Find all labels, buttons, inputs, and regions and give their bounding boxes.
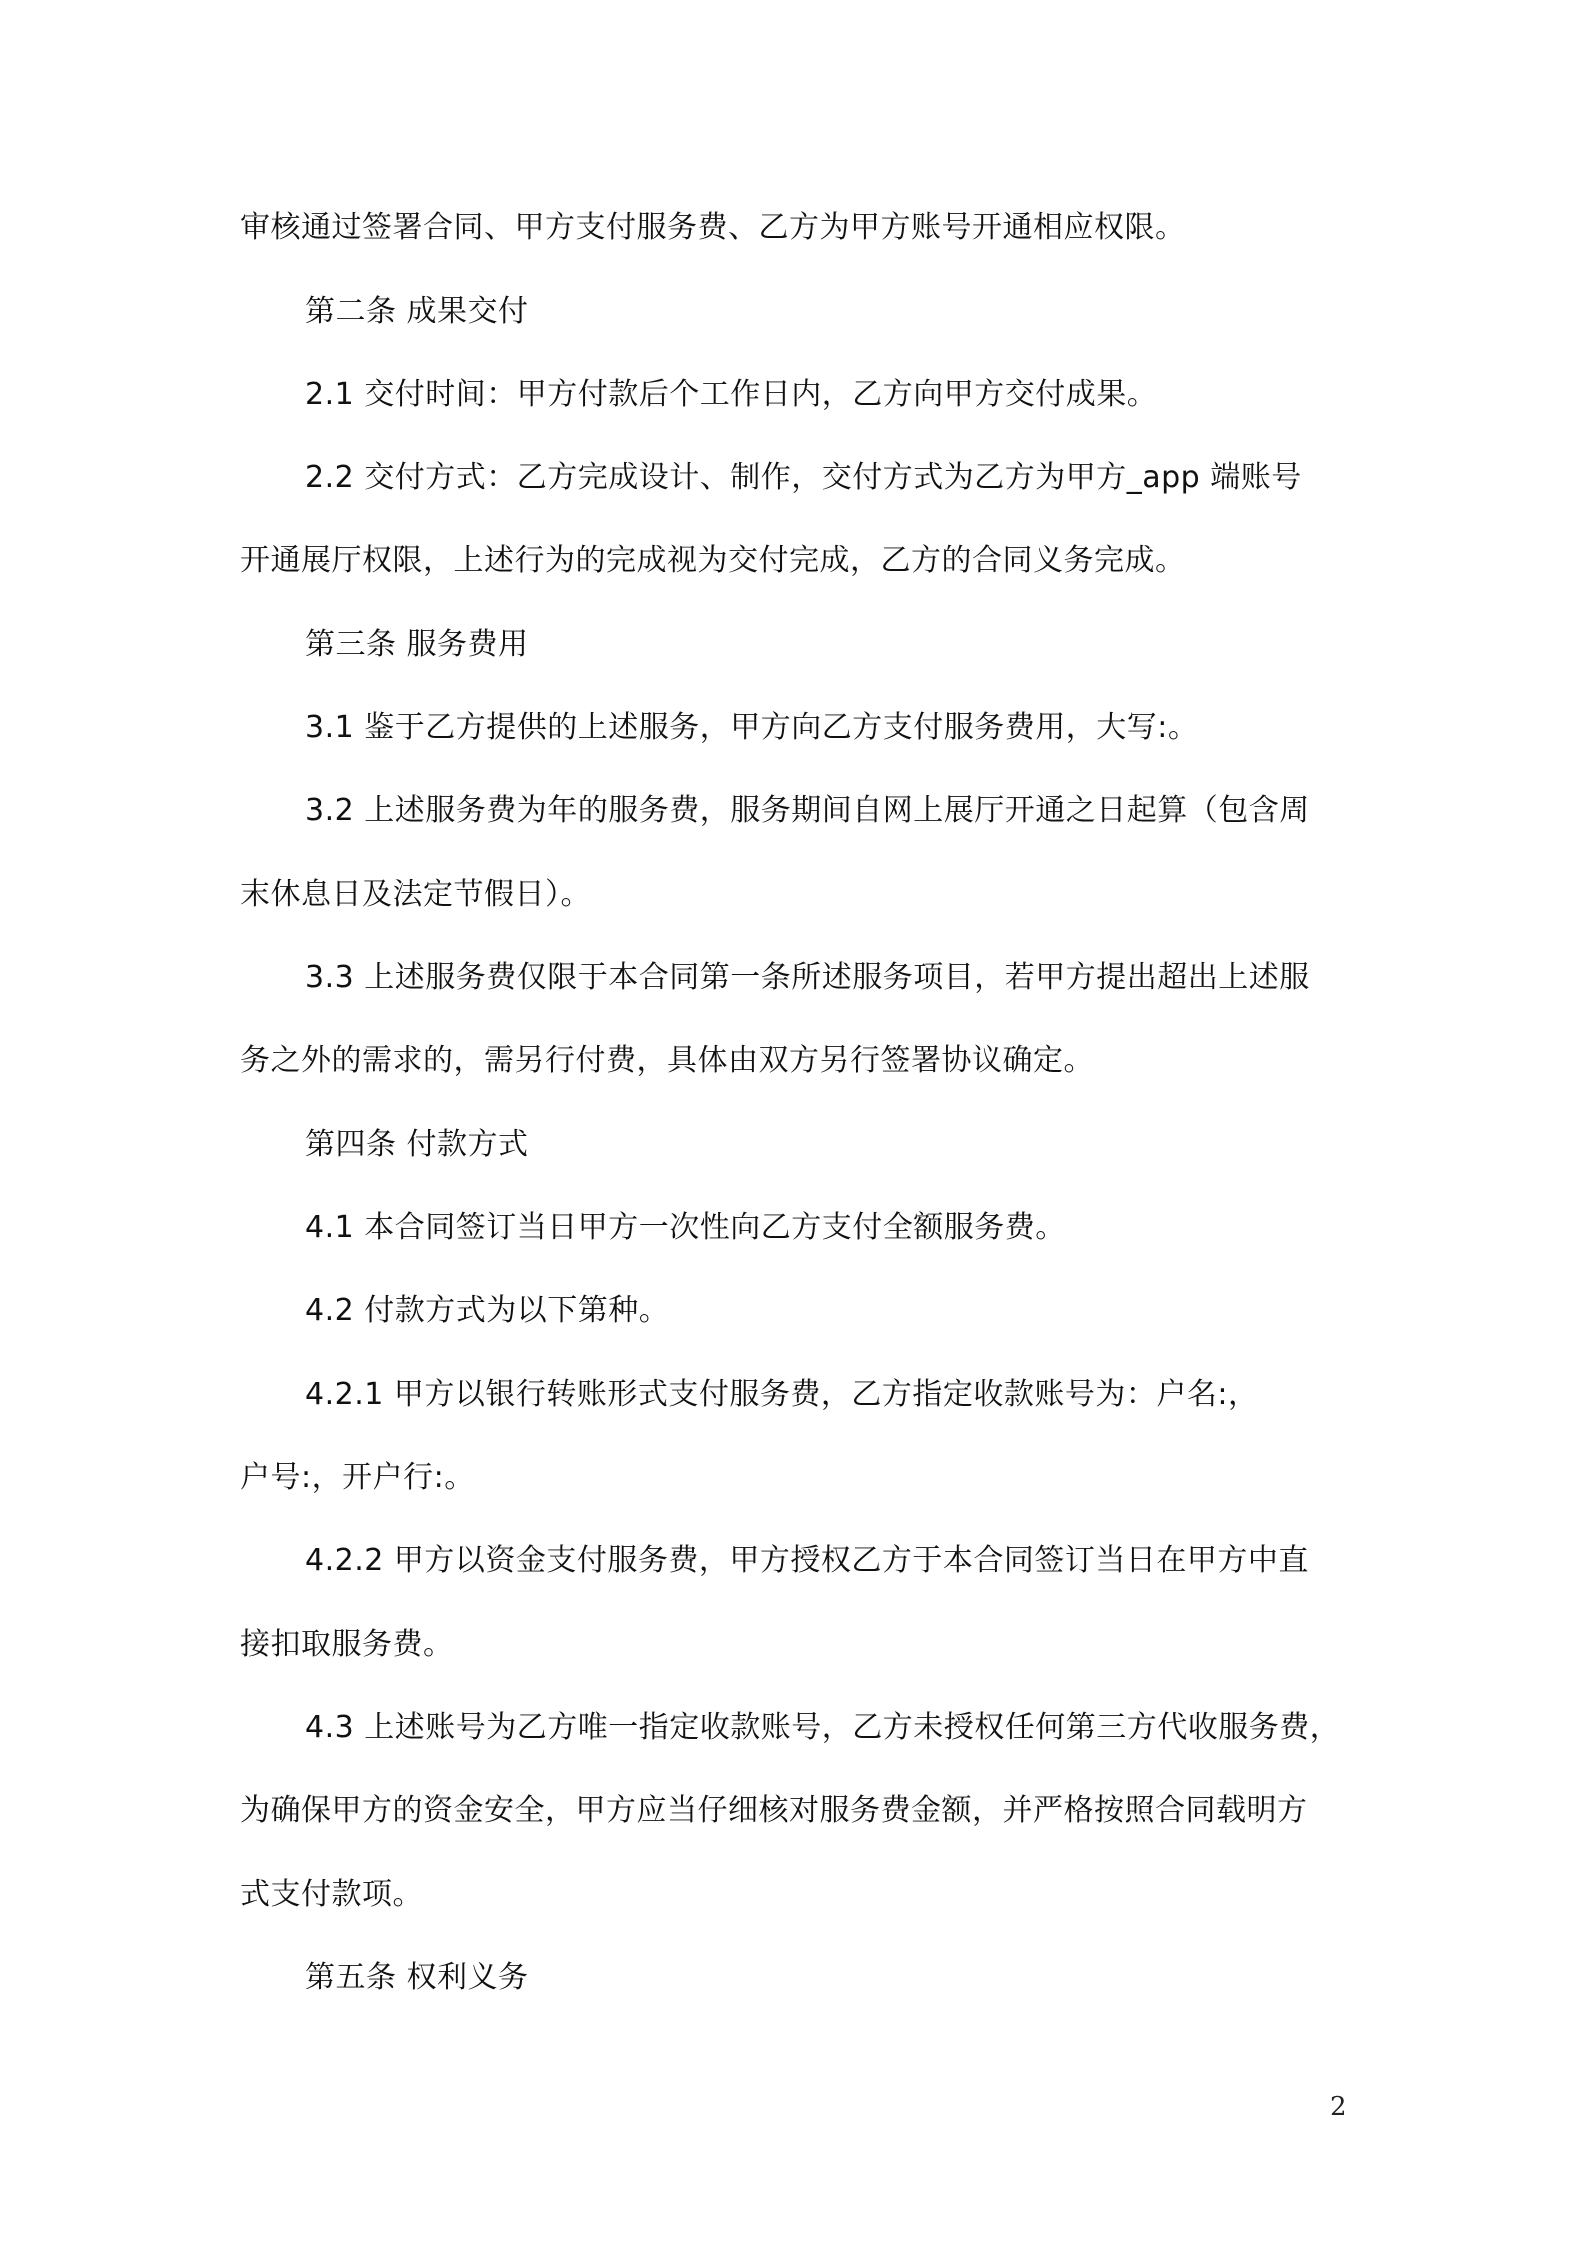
section-heading-2: 第二条 成果交付 <box>305 294 529 329</box>
clause-4-2-2-cont: 接扣取服务费。 <box>240 1627 454 1662</box>
clause-4-1: 4.1 本合同签订当日甲方一次性向乙方支付全额服务费。 <box>305 1210 1066 1245</box>
clause-2-1: 2.1 交付时间：甲方付款后个工作日内，乙方向甲方交付成果。 <box>305 377 1158 412</box>
clause-4-2: 4.2 付款方式为以下第种。 <box>305 1293 670 1328</box>
clause-4-2-1-cont: 户号:，开户行:。 <box>240 1460 475 1495</box>
clause-3-3-cont: 务之外的需求的，需另行付费，具体由双方另行签署协议确定。 <box>240 1043 1094 1078</box>
clause-3-1: 3.1 鉴于乙方提供的上述服务，甲方向乙方支付服务费用，大写:。 <box>305 710 1199 745</box>
clause-3-2: 3.2 上述服务费为年的服务费，服务期间自网上展厅开通之日起算（包含周 <box>305 793 1310 828</box>
section-heading-4: 第四条 付款方式 <box>305 1127 529 1162</box>
clause-4-2-2: 4.2.2 甲方以资金支付服务费，甲方授权乙方于本合同签订当日在甲方中直 <box>305 1543 1309 1578</box>
clause-2-2: 2.2 交付方式：乙方完成设计、制作，交付方式为乙方为甲方_app 端账号 <box>305 460 1302 495</box>
clause-4-3-cont-2: 式支付款项。 <box>240 1877 423 1912</box>
section-heading-5: 第五条 权利义务 <box>305 1960 529 1995</box>
paragraph-line: 审核通过签署合同、甲方支付服务费、乙方为甲方账号开通相应权限。 <box>240 210 1186 245</box>
clause-3-3: 3.3 上述服务费仅限于本合同第一条所述服务项目，若甲方提出超出上述服 <box>305 960 1310 995</box>
clause-2-2-cont: 开通展厅权限，上述行为的完成视为交付完成，乙方的合同义务完成。 <box>240 543 1186 578</box>
page-number: 2 <box>1330 2092 1347 2122</box>
clause-4-3: 4.3 上述账号为乙方唯一指定收款账号，乙方未授权任何第三方代收服务费， <box>305 1710 1341 1745</box>
section-heading-3: 第三条 服务费用 <box>305 627 529 662</box>
clause-4-3-cont-1: 为确保甲方的资金安全，甲方应当仔细核对服务费金额，并严格按照合同载明方 <box>240 1793 1308 1828</box>
clause-4-2-1: 4.2.1 甲方以银行转账形式支付服务费，乙方指定收款账号为：户名:， <box>305 1377 1259 1412</box>
clause-3-2-cont: 末休息日及法定节假日）。 <box>240 877 591 912</box>
